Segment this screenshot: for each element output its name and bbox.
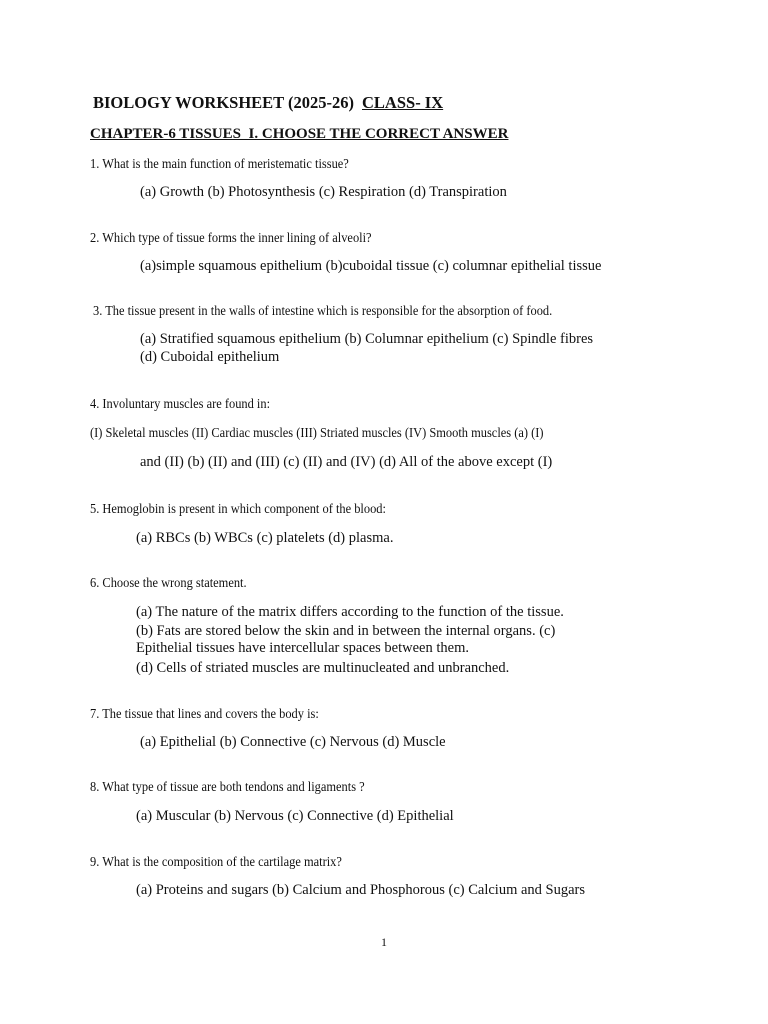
question-2-options: (a)simple squamous epithelium (b)cuboidal tissue (c) columnar epithelial tissue — [140, 258, 602, 274]
class-label: CLASS- IX — [362, 93, 444, 112]
question-6: 6. Choose the wrong statement. — [90, 575, 247, 590]
worksheet-title — [93, 93, 443, 113]
question-5: 5. Hemoglobin is present in which component of the blood: — [90, 501, 386, 516]
question-5-options: (a) RBCs (b) WBCs (c) platelets (d) plasma. — [136, 530, 394, 546]
question-7-options: (a) Epithelial (b) Connective (c) Nervous (d) Muscle — [140, 734, 446, 750]
question-7: 7. The tissue that lines and covers the body is: — [90, 706, 319, 721]
question-2: 2. Which type of tissue forms the inner lining of alveoli? — [90, 230, 372, 245]
question-6-option-a: (a) The nature of the matrix differs according to the function of the tissue. — [136, 604, 564, 620]
question-4: 4. Involuntary muscles are found in: — [90, 396, 271, 411]
question-9: 9. What is the composition of the cartilage matrix? — [90, 854, 342, 869]
title-text: BIOLOGY WORKSHEET (2025-26) — [93, 93, 354, 112]
question-1-options: (a) Growth (b) Photosynthesis (c) Respiration (d) Transpiration — [140, 184, 507, 200]
question-6-option-b: (b) Fats are stored below the skin and in between the internal organs. (c) — [136, 623, 556, 639]
question-3-options-line-2: (d) Cuboidal epithelium — [140, 349, 280, 365]
question-8-options: (a) Muscular (b) Nervous (c) Connective (d) Epithelial — [136, 808, 454, 824]
question-1: 1. What is the main function of meristematic tissue? — [90, 156, 349, 171]
question-6-option-c: Epithelial tissues have intercellular spaces between them. — [136, 640, 469, 656]
question-3-options-line-1: (a) Stratified squamous epithelium (b) Columnar epithelium (c) Spindle fibres — [140, 331, 594, 347]
question-4-choices: (I) Skeletal muscles (II) Cardiac muscles (III) Striated muscles (IV) Smooth muscles (a) (I) — [90, 425, 544, 440]
question-8: 8. What type of tissue are both tendons and ligaments ? — [90, 779, 365, 794]
question-4-options: and (II) (b) (II) and (III) (c) (II) and (IV) (d) All of the above except (I) — [140, 454, 553, 470]
question-9-options: (a) Proteins and sugars (b) Calcium and Phosphorous (c) Calcium and Sugars — [136, 882, 586, 898]
chapter-heading: CHAPTER-6 TISSUES I. CHOOSE THE CORRECT ANSWER — [90, 126, 509, 142]
question-6-option-d: (d) Cells of striated muscles are multinucleated and unbranched. — [136, 660, 510, 676]
question-3: 3. The tissue present in the walls of intestine which is responsible for the absorption of food. — [93, 303, 553, 318]
page-number: 1 — [381, 935, 387, 949]
